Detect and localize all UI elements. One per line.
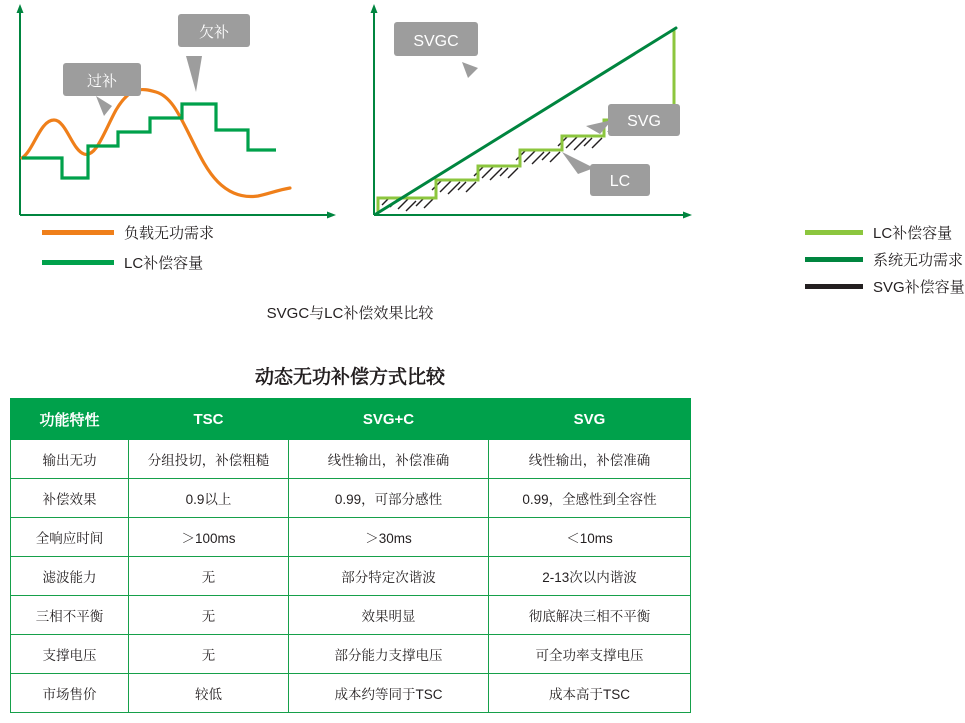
table-header-cell: SVG: [489, 399, 691, 440]
table-cell: 无: [129, 596, 289, 635]
annotation-svgc: [394, 22, 478, 78]
figure-caption: SVGC与LC补偿效果比较: [266, 305, 434, 322]
table-row-header: 支撑电压: [11, 635, 129, 674]
legend-item-system-demand: [805, 249, 965, 270]
annotation-undercompensation: [178, 14, 250, 92]
legend-label-load-demand: 负载无功需求: [124, 225, 215, 242]
table-cell: 0.9以上: [129, 479, 289, 518]
table-cell: 成本高于TSC: [489, 674, 691, 713]
right-chart-svg: [350, 0, 700, 300]
annotation-undercompensation-label: 欠补: [198, 24, 230, 41]
left-chart: [0, 0, 340, 300]
table-cell: 分组投切，补偿粗糙: [129, 440, 289, 479]
table-cell: 无: [129, 557, 289, 596]
legend-label-svg-capacity: SVG补偿容量: [873, 279, 965, 296]
table-row: [11, 479, 691, 518]
table-row: [11, 635, 691, 674]
table-row: [11, 557, 691, 596]
legend-label-system-demand: 系统无功需求: [873, 252, 964, 269]
table-cell: 0.99，全感性到全容性: [489, 479, 691, 518]
legend-item-lc-capacity: [42, 252, 214, 273]
legend-swatch-green: [42, 260, 114, 265]
legend-item-svg-capacity: [805, 276, 965, 297]
table-cell: ＞100ms: [129, 518, 289, 557]
table-row: [11, 674, 691, 713]
legend-label-lc-capacity: LC补偿容量: [124, 255, 204, 272]
table-cell: ＞30ms: [289, 518, 489, 557]
lc-step-curve: [22, 104, 276, 178]
table-row-header: 补偿效果: [11, 479, 129, 518]
legend-swatch-orange: [42, 230, 114, 235]
table-cell: 成本约等同于TSC: [289, 674, 489, 713]
right-chart: [350, 0, 965, 300]
table-cell: ＜10ms: [489, 518, 691, 557]
legend-swatch-black: [805, 284, 863, 289]
table-row-header: 全响应时间: [11, 518, 129, 557]
table-cell: 线性输出，补偿准确: [489, 440, 691, 479]
legend-swatch-dark-green: [805, 257, 863, 262]
annotation-svgc-label: SVGC: [413, 33, 459, 50]
table-cell: 0.99，可部分感性: [289, 479, 489, 518]
table-cell: 较低: [129, 674, 289, 713]
table-cell: 线性输出，补偿准确: [289, 440, 489, 479]
annotation-svg: [586, 104, 680, 136]
right-chart-legend: [805, 222, 965, 303]
annotation-overcompensation-label: 过补: [86, 73, 118, 90]
table-cell: 彻底解决三相不平衡: [489, 596, 691, 635]
annotation-lc-label: LC: [609, 173, 631, 190]
table-header-cell: SVG+C: [289, 399, 489, 440]
table-row: [11, 596, 691, 635]
table-row-header: 滤波能力: [11, 557, 129, 596]
legend-item-load-demand: [42, 222, 214, 243]
table-cell: 效果明显: [289, 596, 489, 635]
table-cell: 部分特定次谐波: [289, 557, 489, 596]
table-header-row: [11, 399, 691, 440]
legend-item-lc-capacity-right: [805, 222, 965, 243]
left-chart-legend: [42, 222, 214, 282]
table-row-header: 市场售价: [11, 674, 129, 713]
table-cell: 无: [129, 635, 289, 674]
annotation-svg-label: SVG: [627, 113, 661, 130]
comparison-table: [10, 398, 691, 713]
annotation-lc: [562, 152, 650, 196]
table-header-cell: TSC: [129, 399, 289, 440]
table-row-header: 输出无功: [11, 440, 129, 479]
table-title: 动态无功补偿方式比较: [254, 367, 445, 388]
table-cell: 可全功率支撑电压: [489, 635, 691, 674]
legend-swatch-light-green: [805, 230, 863, 235]
table-cell: 2-13次以内谐波: [489, 557, 691, 596]
table-row-header: 三相不平衡: [11, 596, 129, 635]
annotation-overcompensation: [63, 63, 141, 116]
load-demand-curve: [22, 90, 290, 197]
table-row: [11, 518, 691, 557]
table-cell: 部分能力支撑电压: [289, 635, 489, 674]
legend-label-lc-capacity-right: LC补偿容量: [873, 225, 953, 242]
table-header-cell: 功能特性: [11, 399, 129, 440]
table-row: [11, 440, 691, 479]
charts-row: [0, 0, 965, 300]
